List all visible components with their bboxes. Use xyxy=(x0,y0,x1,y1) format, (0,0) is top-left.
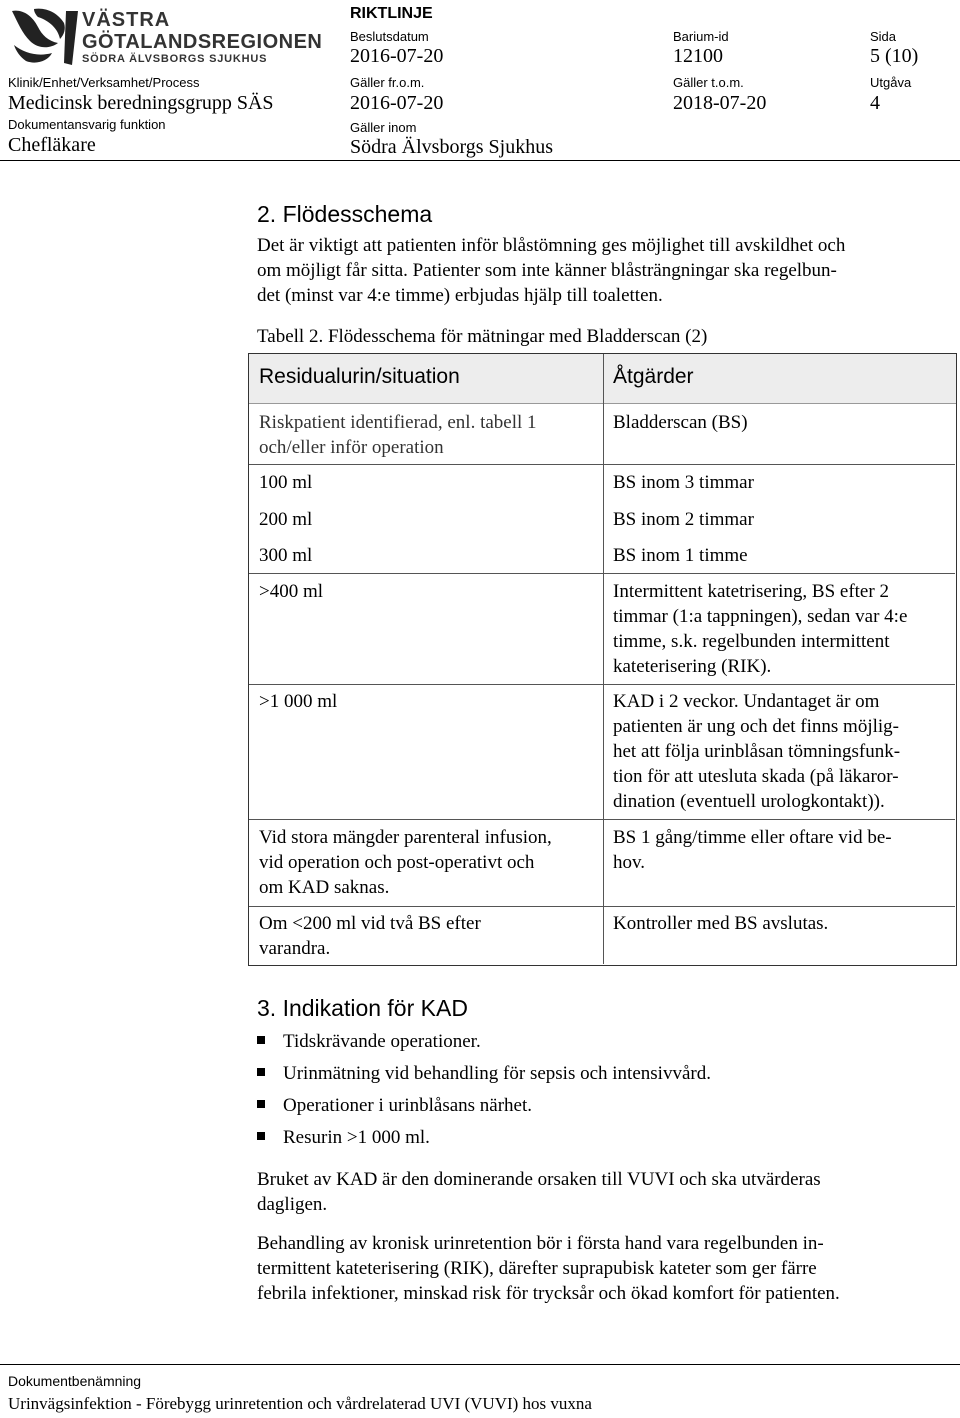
table-row xyxy=(613,911,828,936)
table-cell-atgard: Kontroller med BS avslutas. xyxy=(613,913,829,934)
table-row xyxy=(259,543,312,568)
table-cell-atgard: kateterisering (RIK). xyxy=(613,656,772,677)
table-cell-atgard: BS inom 1 timme xyxy=(613,545,748,566)
table-row xyxy=(613,543,748,568)
beslutsdatum-value: 2016-07-20 xyxy=(350,45,444,67)
galler-from-label: Gäller fr.o.m. xyxy=(350,75,425,90)
barium-id-value: 12100 xyxy=(673,45,723,67)
beslutsdatum-label: Beslutsdatum xyxy=(350,29,429,44)
bullet-square-icon xyxy=(257,1132,265,1140)
table-cell-situation: 100 ml xyxy=(259,472,313,493)
galler-tom-label: Gäller t.o.m. xyxy=(673,75,744,90)
table-cell-situation: om KAD saknas. xyxy=(259,877,390,898)
flowchart-table xyxy=(248,353,957,966)
table-cell-atgard: hov. xyxy=(613,852,646,873)
table-cell-situation: >1 000 ml xyxy=(259,691,338,712)
vgr-logo xyxy=(8,5,328,69)
table-row xyxy=(613,825,892,875)
table-row-divider xyxy=(249,573,955,574)
table-row-divider xyxy=(249,906,955,907)
klinik-label: Klinik/Enhet/Verksamhet/Process xyxy=(8,75,200,90)
list-item: Operationer i urinblåsans närhet. xyxy=(257,1093,532,1118)
table-column-divider xyxy=(603,354,604,964)
list-item: Tidskrävande operationer. xyxy=(257,1029,481,1054)
galler-inom-value: Södra Älvsborgs Sjukhus xyxy=(350,136,553,158)
table-row xyxy=(259,470,312,495)
org-name-line2: GÖTALANDSREGIONEN xyxy=(82,31,323,53)
section-2-paragraph-line: det (minst var 4:e timme) erbjudas hjälp till toaletten. xyxy=(257,285,663,306)
bullet-square-icon xyxy=(257,1100,265,1108)
table-row xyxy=(259,825,552,900)
header-divider xyxy=(0,160,960,161)
table-cell-situation: och/eller inför operation xyxy=(259,437,444,458)
footer-divider xyxy=(0,1364,960,1365)
sida-label: Sida xyxy=(870,29,897,44)
table-cell-atgard: Bladderscan (BS) xyxy=(613,412,748,433)
table-cell-atgard: BS inom 2 timmar xyxy=(613,509,754,530)
table-row-divider xyxy=(249,819,955,820)
utgava-value: 4 xyxy=(870,92,880,114)
section-3-paragraph-2 xyxy=(257,1231,840,1306)
section-2-heading: 2. Flödesschema xyxy=(257,201,433,227)
table-cell-atgard: dination (eventuell urologkontakt)). xyxy=(613,791,885,812)
table-row-divider xyxy=(249,684,955,685)
table-row xyxy=(259,579,323,604)
table-header-situation: Residualurin/situation xyxy=(259,365,460,388)
galler-from-value: 2016-07-20 xyxy=(350,92,444,114)
table-cell-atgard: timme, s.k. regelbunden intermittent xyxy=(613,631,890,652)
org-name-line3: SÖDRA ÄLVSBORGS SJUKHUS xyxy=(82,53,268,65)
paragraph-line: dagligen. xyxy=(257,1194,328,1215)
paragraph-line: febrila infektioner, minskad risk för trycksår och ökad komfort för patienten. xyxy=(257,1283,840,1304)
table-row xyxy=(259,689,337,714)
utgava-label: Utgåva xyxy=(870,75,912,90)
bullet-square-icon xyxy=(257,1068,265,1076)
table-row xyxy=(259,507,312,532)
table-cell-situation: Om <200 ml vid två BS efter xyxy=(259,913,481,934)
table-cell-atgard: tion för att utesluta skada (på läkaror- xyxy=(613,766,899,787)
table-cell-situation: Riskpatient identifierad, enl. tabell 1 xyxy=(259,412,537,433)
table-cell-situation: varandra. xyxy=(259,938,331,959)
paragraph-line: Bruket av KAD är den dominerande orsaken till VUVI och ska utvärderas xyxy=(257,1169,821,1190)
ansvarig-value: Chefläkare xyxy=(8,134,96,156)
table-cell-atgard: BS 1 gång/timme eller oftare vid be- xyxy=(613,827,892,848)
section-2-paragraph-line: Det är viktigt att patienten inför blåstömning ges möjlighet till avskildhet och xyxy=(257,235,846,256)
table-row xyxy=(259,911,481,961)
table-cell-atgard: BS inom 3 timmar xyxy=(613,472,754,493)
doc-type: RIKTLINJE xyxy=(350,5,433,22)
table-row xyxy=(613,470,754,495)
section-3-paragraph-1 xyxy=(257,1167,821,1217)
table-row xyxy=(259,410,537,460)
klinik-value: Medicinsk beredningsgrupp SÄS xyxy=(8,92,274,114)
table-row-divider xyxy=(249,464,955,465)
table-cell-atgard: het att följa urinblåsan tömningsfunk- xyxy=(613,741,901,762)
bullet-square-icon xyxy=(257,1036,265,1044)
table-row xyxy=(613,689,900,814)
table-cell-atgard: patienten är ung och det finns möjlig- xyxy=(613,716,899,737)
section-3-heading: 3. Indikation för KAD xyxy=(257,995,468,1021)
table-cell-atgard: Intermittent katetrisering, BS efter 2 xyxy=(613,581,889,602)
table-cell-situation: >400 ml xyxy=(259,581,324,602)
table-cell-situation: 300 ml xyxy=(259,545,313,566)
list-item: Urinmätning vid behandling för sepsis och intensivvård. xyxy=(257,1061,711,1086)
table-row xyxy=(613,507,754,532)
footer-label: Dokumentbenämning xyxy=(8,1373,142,1389)
galler-inom-label: Gäller inom xyxy=(350,120,417,135)
footer-document-title: Urinvägsinfektion - Förebygg urinretention och vårdrelaterad UVI (VUVI) hos vuxna xyxy=(8,1394,592,1413)
table-cell-situation: vid operation och post-operativt och xyxy=(259,852,535,873)
paragraph-line: Behandling av kronisk urinretention bör i första hand vara regelbunden in- xyxy=(257,1233,824,1254)
table-cell-atgard: timmar (1:a tappningen), sedan var 4:e xyxy=(613,606,908,627)
sida-value: 5 (10) xyxy=(870,45,919,67)
table-caption: Tabell 2. Flödesschema för mätningar med Bladderscan (2) xyxy=(257,326,708,347)
list-item: Resurin >1 000 ml. xyxy=(257,1125,430,1150)
table-row xyxy=(613,579,907,679)
galler-tom-value: 2018-07-20 xyxy=(673,92,767,114)
table-row xyxy=(613,410,748,435)
section-2-paragraph xyxy=(257,233,845,308)
barium-id-label: Barium-id xyxy=(673,29,729,44)
paragraph-line: termittent kateterisering (RIK), därefter suprapubisk kateter som ger färre xyxy=(257,1258,817,1279)
table-cell-situation: Vid stora mängder parenteral infusion, xyxy=(259,827,552,848)
table-header-atgarder: Åtgärder xyxy=(613,365,694,388)
table-cell-atgard: KAD i 2 veckor. Undantaget är om xyxy=(613,691,880,712)
ansvarig-label: Dokumentansvarig funktion xyxy=(8,117,166,132)
section-2-paragraph-line: om möjligt får sitta. Patienter som inte känner blåsträngningar ska regelbun- xyxy=(257,260,837,281)
table-cell-situation: 200 ml xyxy=(259,509,313,530)
org-name-line1: VÄSTRA xyxy=(82,9,171,31)
